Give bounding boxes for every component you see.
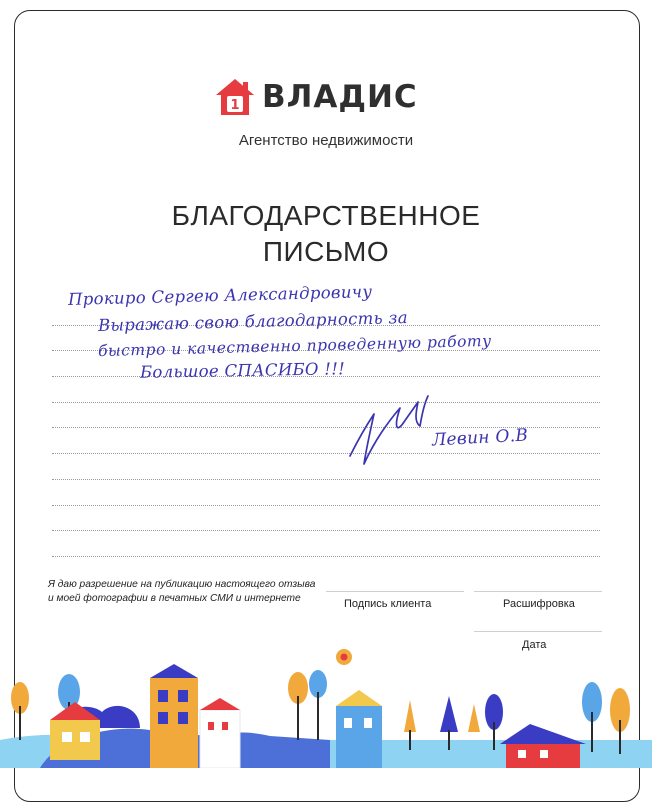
logo-digit: 1 — [230, 98, 240, 113]
signature-label: Подпись клиента — [344, 598, 432, 610]
decryption-label: Расшифровка — [503, 598, 575, 610]
permission-line-1: Я даю разрешение на публикацию настоящего отзыва — [48, 579, 316, 590]
client-signature — [344, 386, 434, 472]
dotted-line — [52, 531, 600, 557]
handwritten-line-2: Выражаю свою благодарность за — [97, 307, 409, 336]
dotted-line — [52, 480, 600, 506]
brand-subtitle: Агентство недвижимости — [238, 132, 414, 149]
signature-line — [326, 591, 464, 592]
dotted-line — [52, 377, 600, 403]
brand-logo — [214, 76, 418, 118]
brand-name: ВЛАДИС — [262, 79, 418, 115]
permission-line-2: и моей фотографии в печатных СМИ и интернете — [48, 593, 301, 604]
dotted-line — [52, 454, 600, 480]
title-line-1: БЛАГОДАРСТВЕННОЕ — [171, 200, 481, 231]
handwritten-line-4: Большое СПАСИБО !!! — [139, 359, 346, 382]
decryption-line — [474, 591, 602, 592]
dotted-line — [52, 506, 600, 532]
date-line — [474, 631, 602, 632]
dotted-line — [52, 403, 600, 429]
handwritten-line-3: быстро и качественно проведенную работу — [97, 331, 492, 361]
document-title — [0, 198, 652, 270]
handwritten-signature-name: Левин О.В — [431, 425, 529, 451]
handwritten-line-1: Прокиро Сергею Александровичу — [67, 282, 373, 309]
house-logo-icon — [214, 76, 256, 118]
date-label: Дата — [522, 639, 547, 651]
publication-permission — [48, 578, 315, 606]
city-illustration — [0, 636, 652, 768]
title-line-2: ПИСЬМО — [262, 236, 390, 267]
